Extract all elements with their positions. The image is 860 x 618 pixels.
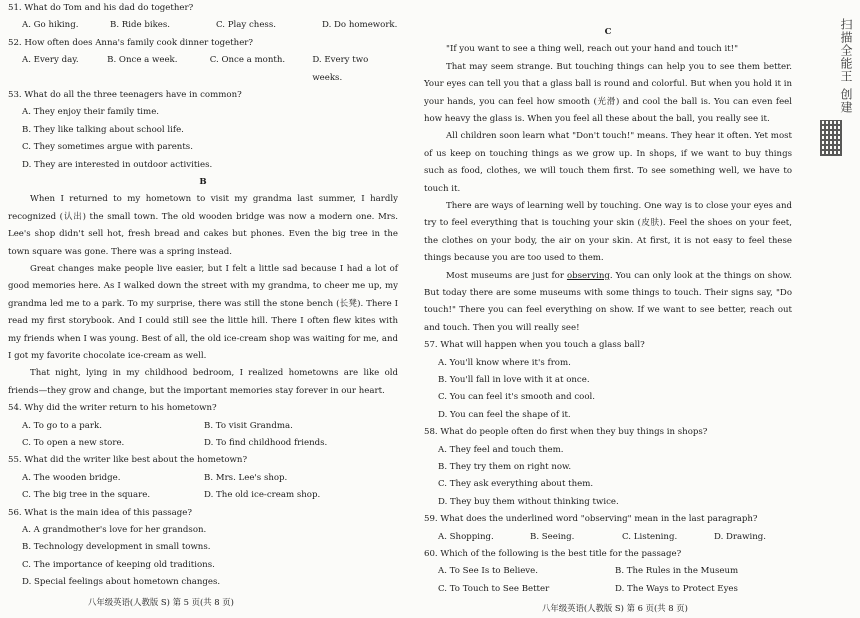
watermark-text: 扫描全能王 创建	[839, 18, 853, 114]
option: A. Shopping.	[438, 531, 494, 542]
question-54-options-ab	[8, 418, 398, 435]
page-footer: 八年级英语(人教版 S) 第 6 页(共 8 页)	[542, 603, 688, 614]
option: D. You can feel the shape of it.	[438, 409, 571, 420]
question-60-options-ab	[424, 563, 792, 580]
passage-c-paragraph-4: There are ways of learning well by touching. One way is to close your eyes and try to feel everything that is touching your skin (皮肤). Feel the shoes on your feet, the clothes on your body, the air on your skin. At first, it is not easy to feel these things because you are too used to them.	[424, 201, 792, 264]
question-59-stem: 59. What does the underlined word "observing" mean in the last paragraph?	[424, 514, 758, 525]
option: B. They try them on right now.	[438, 462, 572, 473]
scanner-watermark	[808, 0, 860, 609]
option: B. To visit Grandma.	[204, 420, 293, 431]
question-55-options-cd	[8, 487, 398, 504]
option: A. They feel and touch them.	[438, 444, 564, 455]
right-column	[424, 24, 792, 618]
question-53-stem: 53. What do all the three teenagers have in common?	[8, 90, 242, 100]
option: B. Technology development in small towns.	[22, 542, 211, 553]
passage-c-heading: C	[604, 27, 612, 37]
option: D. The Ways to Protect Eyes	[615, 583, 738, 594]
passage-b-paragraph-1: When I returned to my hometown to visit my grandma last summer, I hardly recognized (认出) the small town. The old wooden bridge was now a modern one. Mrs. Lee's shop didn't sell hot, fresh bread and cakes but phones. Even the big tree in the town square was gone. There was a spring instead.	[8, 194, 398, 257]
question-56-stem: 56. What is the main idea of this passage?	[8, 507, 192, 518]
question-55-options-ab	[8, 470, 398, 487]
question-60-options-cd	[424, 581, 792, 598]
paragraph-text: Most museums are just for	[446, 270, 567, 281]
option: B. They like talking about school life.	[22, 124, 184, 135]
option: A. To See Is to Believe.	[438, 566, 538, 577]
option: B. Ride bikes.	[110, 20, 171, 31]
option: C. The importance of keeping old traditions.	[22, 559, 215, 570]
question-60-stem: 60. Which of the following is the best title for the passage?	[424, 549, 682, 559]
passage-b-heading: B	[199, 176, 207, 187]
question-59-options	[424, 529, 792, 546]
option: A. The wooden bridge.	[22, 472, 121, 483]
option: D. To find childhood friends.	[204, 438, 328, 449]
option: D. Drawing.	[714, 531, 767, 542]
option: D. The old ice-cream shop.	[204, 490, 321, 501]
question-57-stem: 57. What will happen when you touch a glass ball?	[424, 340, 645, 351]
option: A. To go to a park.	[22, 420, 102, 431]
qr-code-icon	[820, 120, 842, 156]
passage-b-paragraph-2: Great changes make people live easier, but I felt a little sad because I had a lot of good memories here. As I walked down the street with my grandma, to cheer me up, my grandma led me to a park. To my surprise, there was still the stone bench (长凳). There I read my first storybook. And I could still see the little hill. There I often flew kites with my friends when I was young. Best of all, the old ice-cream shop was waiting for me, and I got my favorite chocolate ice-cream as well.	[8, 263, 398, 361]
option: A. A grandmother's love for her grandson.	[22, 525, 207, 536]
left-column	[8, 0, 398, 611]
option: D. They are interested in outdoor activities.	[22, 159, 213, 170]
option: D. Do homework.	[322, 20, 398, 31]
option: B. Once a week.	[107, 55, 178, 66]
option: A. They enjoy their family time.	[22, 107, 160, 118]
option: C. They sometimes argue with parents.	[22, 142, 193, 153]
passage-c-paragraph-2: That may seem strange. But touching things can help you to see them better. Your eyes can tell you that a glass ball is round and colorful. But when you hold it in your hands, you can feel how smooth (光滑) and cool the ball is. You can even feel how heavy the glass is. When you feel all these about the ball, you really see it.	[424, 61, 792, 125]
option: D. Special feelings about hometown changes.	[22, 577, 221, 588]
option: C. The big tree in the square.	[22, 490, 151, 501]
option: C. They ask everything about them.	[438, 479, 594, 490]
passage-c-paragraph-1: "If you want to see a thing well, reach out your hand and touch it!"	[446, 44, 739, 55]
option: A. You'll know where it's from.	[438, 357, 571, 368]
option: A. Every day.	[22, 55, 79, 66]
passage-b-paragraph-3: That night, lying in my childhood bedroom, I realized hometowns are like old friends—they grow and change, but the important memories stay forever in our heart.	[8, 368, 398, 396]
paragraph-text: . You can only look at the things on show. But today there are some museums with some things to touch. Their signs say, "Do touch!" There you can feel everything on show. If we want to see better, reach out and touch. Then you will really see!	[424, 270, 792, 333]
question-51-options	[8, 17, 398, 34]
passage-c-paragraph-5	[424, 268, 792, 338]
option: C. Listening.	[622, 531, 678, 542]
page-footer: 八年级英语(人教版 S) 第 5 页(共 8 页)	[88, 596, 234, 607]
option: C. To Touch to See Better	[438, 583, 550, 594]
option: B. Mrs. Lee's shop.	[204, 472, 288, 483]
option: D. They buy them without thinking twice.	[438, 496, 619, 507]
question-55-stem: 55. What did the writer like best about the hometown?	[8, 455, 248, 466]
question-52-options	[8, 52, 398, 87]
option: C. You can feel it's smooth and cool.	[438, 392, 595, 403]
option: D. Every two weeks.	[312, 55, 369, 83]
option: C. To open a new store.	[22, 438, 125, 449]
option: A. Go hiking.	[22, 20, 79, 31]
option: C. Play chess.	[216, 20, 276, 31]
question-52-stem: 52. How often does Anna's family cook dinner together?	[8, 37, 254, 48]
question-54-options-cd	[8, 435, 398, 452]
question-54-stem: 54. Why did the writer return to his hometown?	[8, 403, 217, 414]
option: C. Once a month.	[209, 55, 286, 66]
option: B. Seeing.	[530, 531, 575, 542]
option: B. You'll fall in love with it at once.	[438, 375, 590, 386]
underlined-word: observing	[566, 270, 610, 281]
option: B. The Rules in the Museum	[615, 566, 739, 577]
passage-c-paragraph-3: All children soon learn what "Don't touch!" means. They hear it often. Yet most of us keep on touching things as we grow up. In shops, if we want to buy things such as food, clothes, we will touch them first. To see something well, we have to touch it.	[424, 131, 792, 194]
question-51-stem: 51. What do Tom and his dad do together?	[8, 3, 194, 13]
question-58-stem: 58. What do people often do first when they buy things in shops?	[424, 427, 708, 438]
